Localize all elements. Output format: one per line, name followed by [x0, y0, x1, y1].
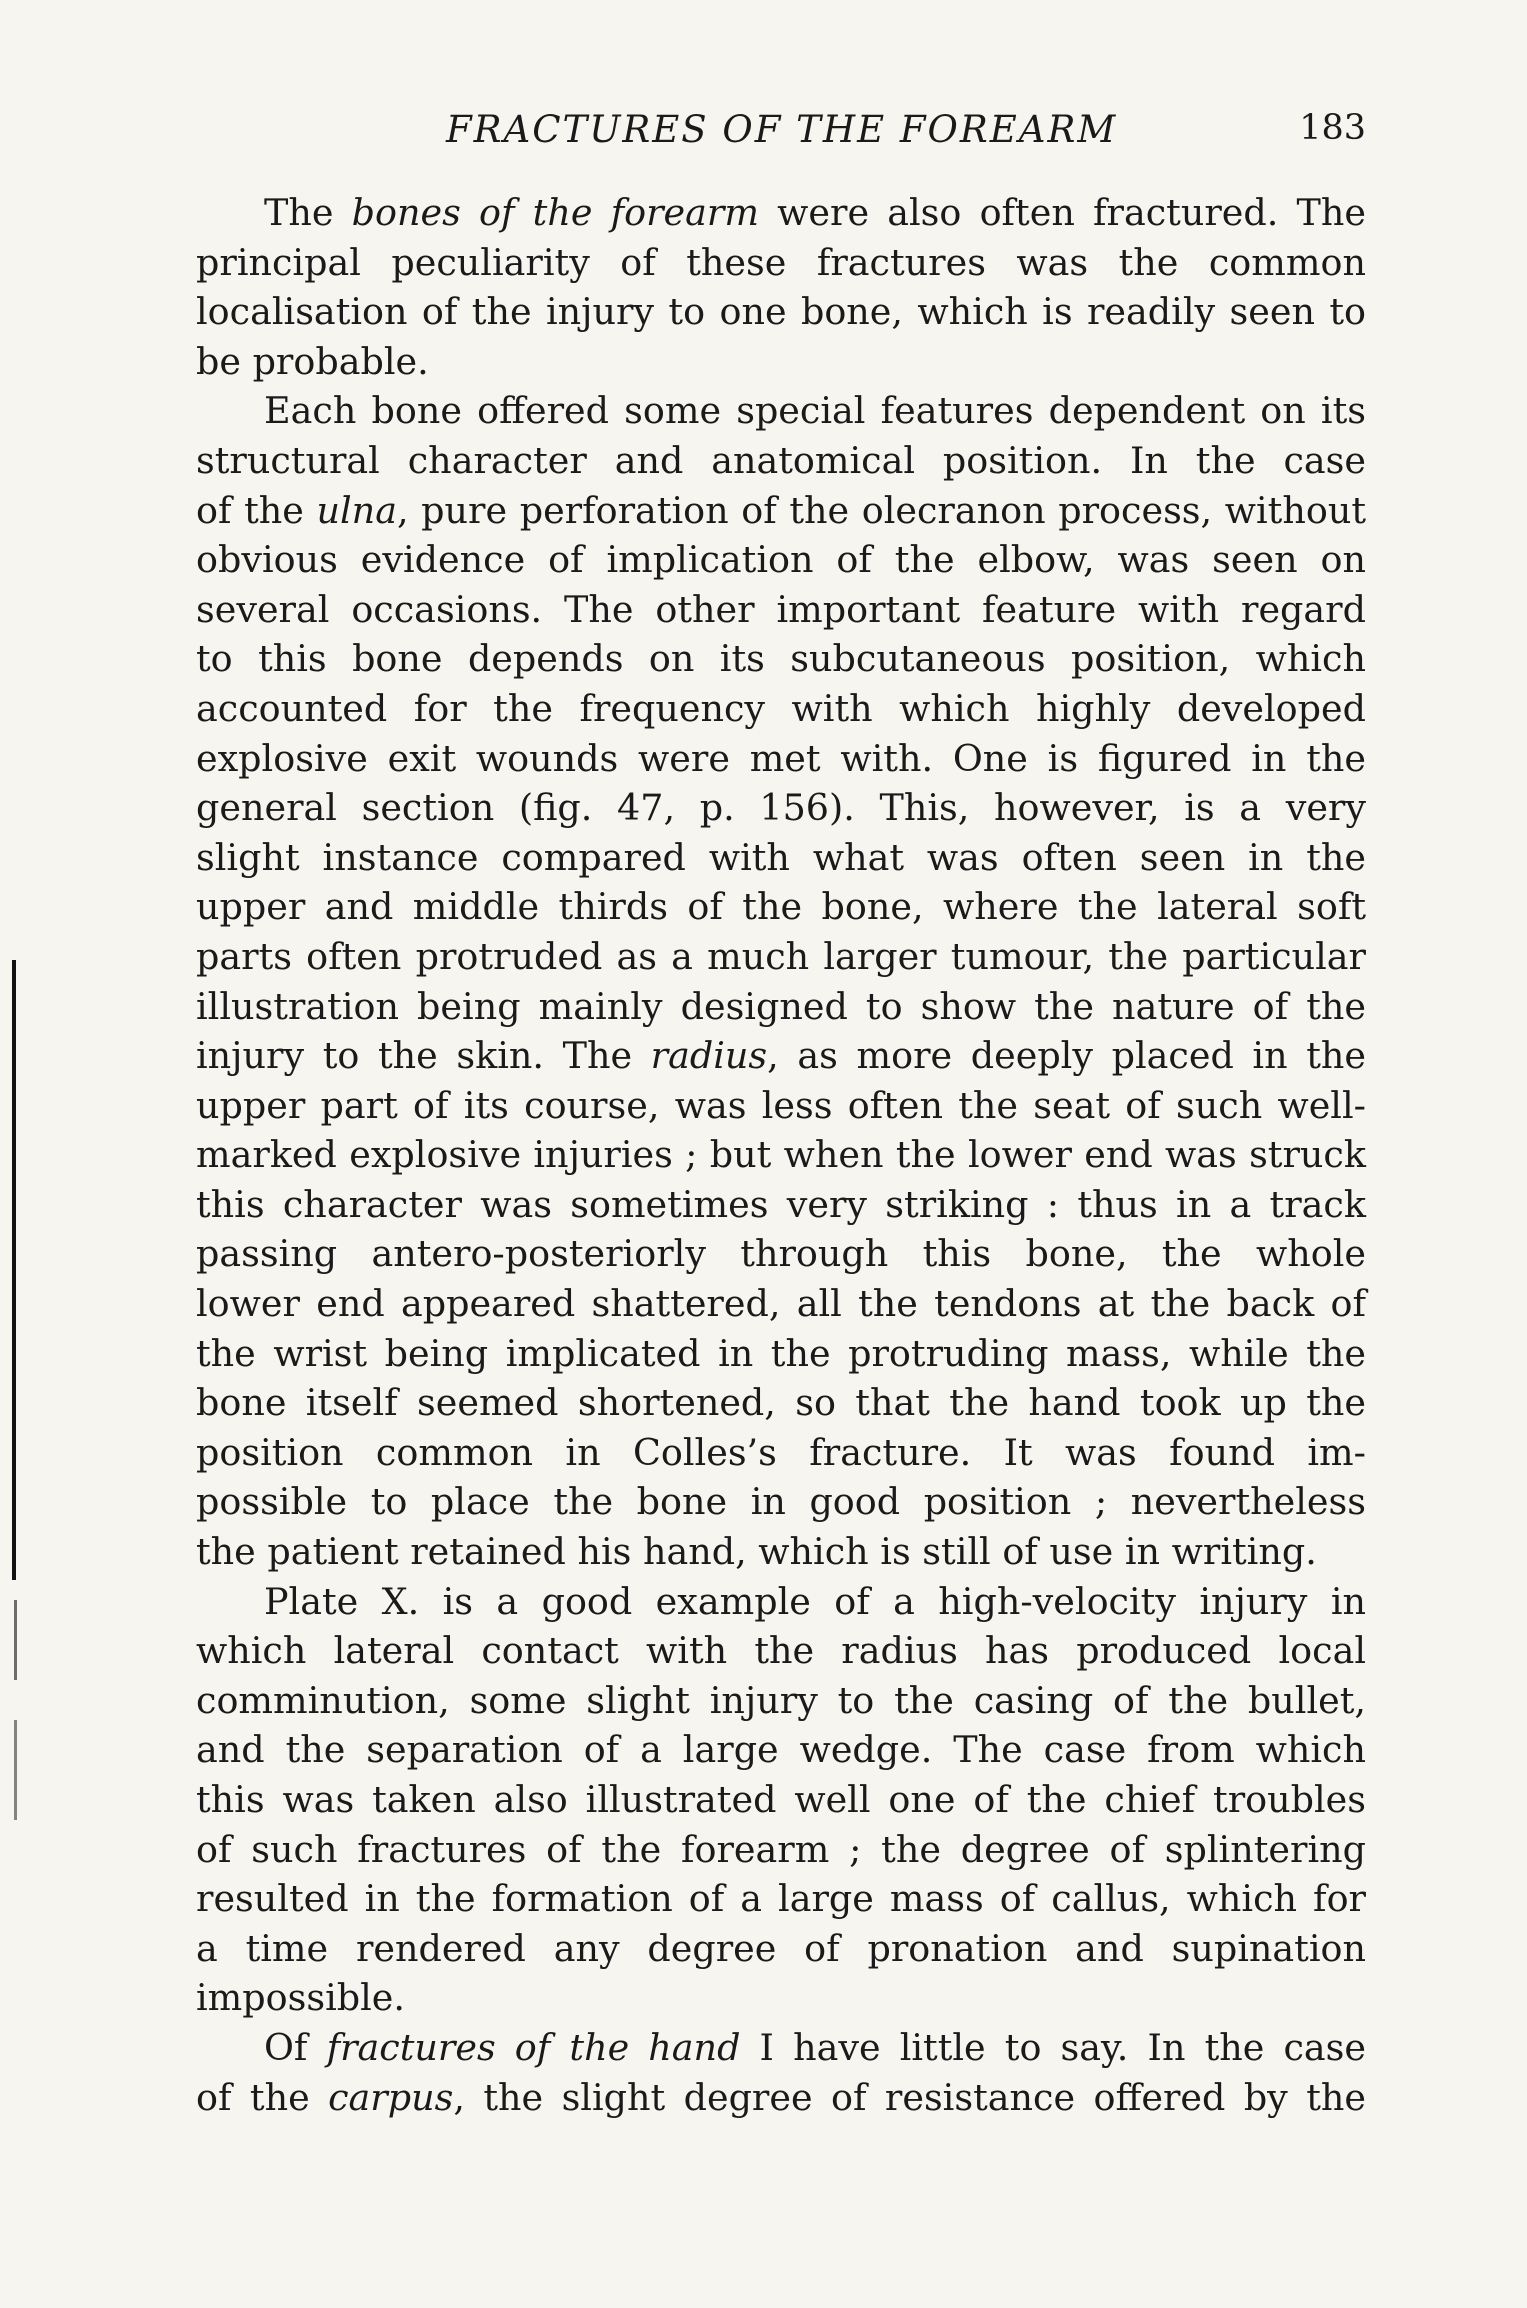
text-line — [196, 386, 1366, 436]
text-run: , pure perforation of the olecranon process, without — [396, 488, 1366, 532]
paragraph — [196, 386, 1366, 1576]
text-run: upper and middle thirds of the bone, where the lateral soft — [196, 885, 1366, 929]
text-run: lower end appeared shattered, all the tendons at the back of — [196, 1282, 1366, 1326]
text-line — [196, 1626, 1366, 1676]
text-line — [196, 486, 1366, 536]
text-line — [196, 734, 1366, 784]
text-line — [196, 634, 1366, 684]
text-line — [196, 1924, 1366, 1974]
text-run: position common in Colles’s fracture. It was found im- — [196, 1430, 1366, 1474]
text-run: general section (fig. 47, p. 156). This, however, is a very — [196, 786, 1366, 830]
text-run: I have little to say. In the case — [740, 2025, 1366, 2069]
running-head — [196, 108, 1366, 158]
text-run: a time rendered any degree of pronation and supination — [196, 1926, 1366, 1970]
text-run: to this bone depends on its subcutaneous position, which — [196, 637, 1366, 681]
text-run: passing antero-posteriorly through this bone, the whole — [196, 1232, 1366, 1276]
text-line — [196, 1725, 1366, 1775]
text-run: , as more deeply placed in the — [767, 1034, 1366, 1078]
scan-margin-mark — [14, 1600, 17, 1680]
emphasis — [328, 2076, 453, 2119]
text-line — [196, 1130, 1366, 1180]
text-run: be probable. — [196, 339, 429, 383]
italic-run: fractures of the hand — [326, 2025, 741, 2069]
text-line — [196, 1329, 1366, 1379]
text-line — [196, 2073, 1366, 2123]
text-run: the wrist being implicated in the protruding mass, while the — [196, 1331, 1366, 1375]
italic-run: carpus — [328, 2075, 454, 2119]
text-run: impossible. — [196, 1976, 406, 2020]
text-run: were also often fractured. The — [758, 191, 1366, 234]
text-run: marked explosive injuries ; but when the lower end was struck — [196, 1133, 1366, 1177]
paragraph — [196, 188, 1366, 386]
text-run: obvious evidence of implication of the elbow, was seen on — [196, 538, 1366, 582]
text-line — [196, 1229, 1366, 1279]
text-run: and the separation of a large wedge. The case from which — [196, 1728, 1366, 1772]
text-line — [196, 188, 1366, 238]
text-line — [196, 1081, 1366, 1131]
text-run: parts often protruded as a much larger tumour, the particular — [196, 934, 1366, 978]
text-run: several occasions. The other important feature with regard — [196, 587, 1366, 631]
page-number: 183 — [1299, 108, 1366, 148]
text-line — [196, 535, 1366, 585]
text-run: which lateral contact with the radius has produced local — [196, 1629, 1366, 1673]
text-line — [196, 1279, 1366, 1329]
text-line — [196, 1180, 1366, 1230]
text-run: of the — [196, 2075, 329, 2119]
text-run: this was taken also illustrated well one of the chief troubles — [196, 1778, 1366, 1821]
paragraph — [196, 1577, 1366, 2023]
text-run: comminution, some slight injury to the casing of the bullet, — [196, 1678, 1366, 1722]
italic-run: bones of the forearm — [351, 191, 759, 234]
text-line — [196, 1874, 1366, 1924]
text-run: explosive exit wounds were met with. One is figured in the — [196, 736, 1366, 780]
text-line — [196, 1428, 1366, 1478]
text-run: accounted for the frequency with which highly developed — [196, 686, 1366, 730]
text-run: upper part of its course, was less often the seat of such well- — [196, 1083, 1366, 1127]
text-line — [196, 932, 1366, 982]
emphasis — [352, 191, 759, 234]
text-run: illustration being mainly designed to show the nature of the — [196, 984, 1366, 1028]
text-line — [196, 1973, 1366, 2023]
body-text — [196, 188, 1366, 2122]
text-run: of the — [196, 488, 317, 532]
text-line — [196, 1031, 1366, 1081]
paragraph — [196, 2023, 1366, 2122]
italic-run: radius — [650, 1034, 768, 1078]
text-run: this character was sometimes very striking : thus in a track — [196, 1182, 1366, 1226]
text-run: resulted in the formation of a large mass of callus, which for — [196, 1877, 1366, 1921]
text-line — [196, 1825, 1366, 1875]
text-run: localisation of the injury to one bone, which is readily seen to — [196, 290, 1366, 334]
text-run: possible to place the bone in good position ; nevertheless — [196, 1480, 1366, 1524]
text-run: Each bone offered some special features dependent on its — [264, 389, 1366, 433]
text-line — [196, 238, 1366, 288]
text-line — [196, 1775, 1366, 1825]
text-line — [196, 287, 1366, 337]
text-line — [196, 1378, 1366, 1428]
emphasis — [317, 489, 397, 532]
text-line — [196, 833, 1366, 883]
text-line — [196, 2023, 1366, 2073]
running-title: FRACTURES OF THE FOREARM — [446, 108, 1118, 151]
emphasis — [327, 2026, 741, 2069]
emphasis — [651, 1034, 768, 1077]
text-line — [196, 882, 1366, 932]
text-line — [196, 1477, 1366, 1527]
text-line — [196, 1676, 1366, 1726]
text-run: injury to the skin. The — [196, 1034, 651, 1078]
text-run: , the slight degree of resistance offered by the — [453, 2075, 1366, 2119]
text-run: the patient retained his hand, which is still of use in writing. — [196, 1530, 1317, 1574]
text-run: structural character and anatomical position. In the case — [196, 438, 1366, 482]
text-line — [196, 436, 1366, 486]
text-line — [196, 684, 1366, 734]
text-run: Of — [264, 2025, 327, 2069]
text-line — [196, 783, 1366, 833]
text-line — [196, 982, 1366, 1032]
text-line — [196, 337, 1366, 387]
text-run: slight instance compared with what was often seen in the — [196, 835, 1366, 879]
scan-margin-mark — [12, 960, 16, 1580]
text-line — [196, 585, 1366, 635]
text-run: of such fractures of the forearm ; the degree of splintering — [196, 1827, 1366, 1871]
text-run: The — [264, 191, 352, 234]
text-run: bone itself seemed shortened, so that the hand took up the — [196, 1381, 1366, 1425]
italic-run: ulna — [316, 488, 397, 532]
text-line — [196, 1577, 1366, 1627]
text-line — [196, 1527, 1366, 1577]
text-run: Plate X. is a good example of a high-velocity injury in — [264, 1579, 1366, 1623]
text-run: principal peculiarity of these fractures was the common — [196, 240, 1366, 284]
scan-margin-mark — [14, 1720, 17, 1820]
